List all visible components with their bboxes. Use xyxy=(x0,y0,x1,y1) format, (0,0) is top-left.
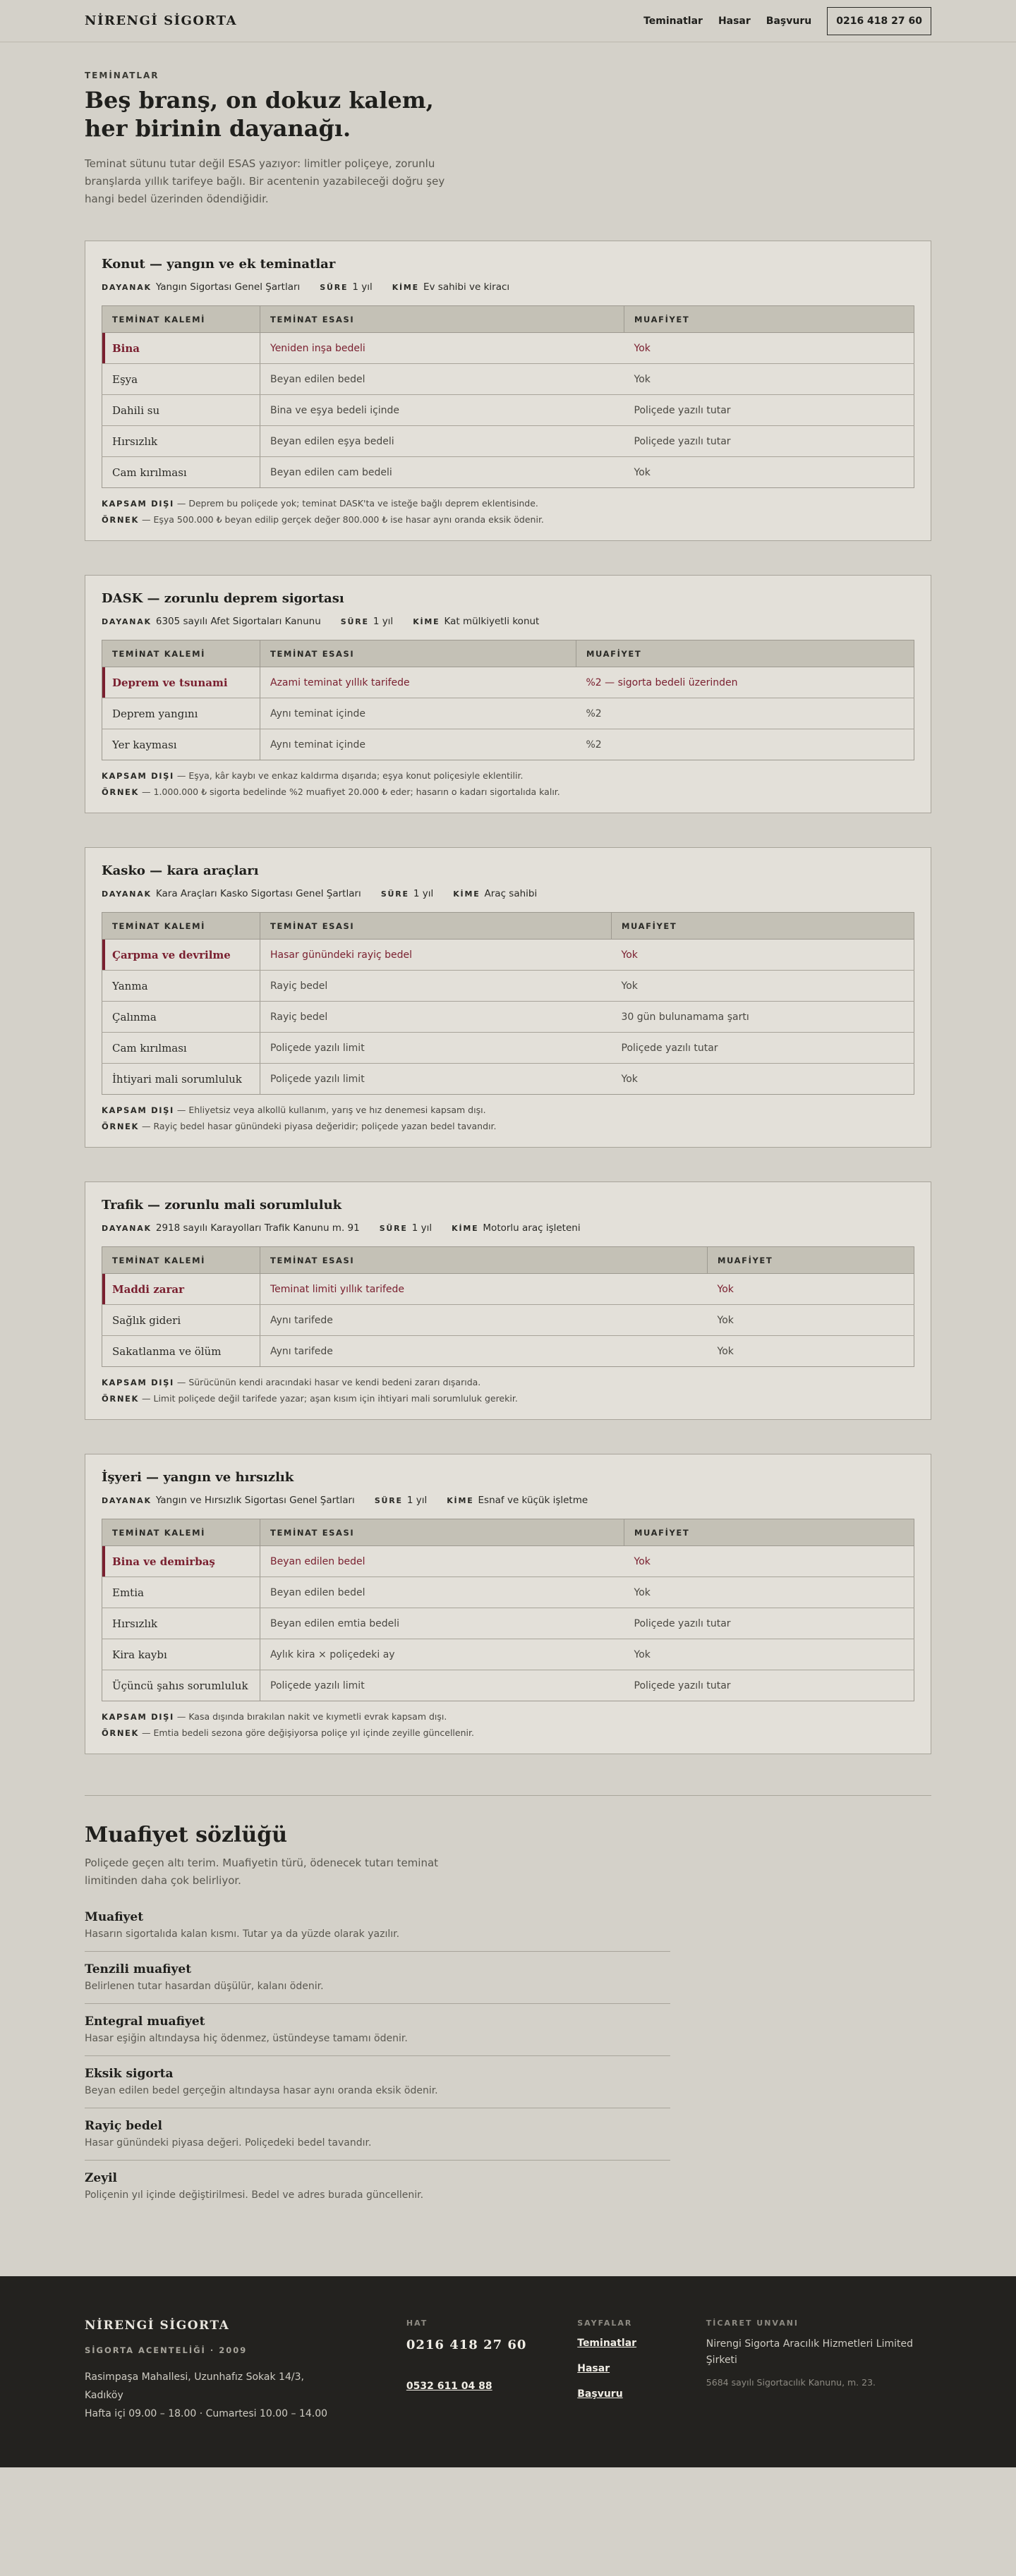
footer-hat-column xyxy=(406,2319,577,2467)
brand-logo[interactable]: NİRENGİ SİGORTA xyxy=(85,13,238,28)
col-header-muafiyet: MUAFİYET xyxy=(624,1519,914,1546)
cell-kalem: Üçüncü şahıs sorumluluk xyxy=(102,1670,260,1701)
cell-esas: Aynı teminat içinde xyxy=(260,698,576,729)
branch-title: Kasko — kara araçları xyxy=(102,863,259,878)
table-row xyxy=(102,426,914,457)
table-row xyxy=(102,1546,914,1577)
table-header-row xyxy=(102,913,914,940)
table-header-row xyxy=(102,1247,914,1274)
term-name: Zeyil xyxy=(85,2171,118,2185)
cell-kalem: Eşya xyxy=(102,364,260,395)
cell-esas: Yeniden inşa bedeli xyxy=(260,333,624,364)
table-row xyxy=(102,1577,914,1608)
branch-card xyxy=(85,575,931,813)
col-header-kalem: TEMİNAT KALEMİ xyxy=(102,1519,260,1546)
nav-link-teminatlar[interactable]: Teminatlar xyxy=(643,15,703,27)
glossary-term xyxy=(85,2108,670,2161)
cell-muafiyet: %2 xyxy=(586,739,602,751)
cell-esas: Poliçede yazılı limit xyxy=(270,1679,365,1691)
cell-muafiyet: Yok xyxy=(624,364,914,395)
cell-kalem: Yanma xyxy=(102,971,260,1002)
table-row xyxy=(102,971,914,1002)
cell-esas: Beyan edilen eşya bedeli xyxy=(260,426,624,457)
table-row xyxy=(102,1064,914,1095)
page-title-line1: Beş branş, on dokuz kalem, xyxy=(85,87,434,114)
glossary-terms xyxy=(85,1900,931,2212)
footer-subtitle: SİGORTA ACENTELİĞİ · 2009 xyxy=(85,2345,248,2355)
site-header xyxy=(0,0,1016,42)
section-eyebrow: TEMİNATLAR xyxy=(85,71,159,80)
cell-kalem: İhtiyari mali sorumluluk xyxy=(102,1064,260,1095)
note-ornek: ÖRNEK — Limit poliçede değil tarifede yazar; aşan kısım için ihtiyari mali sorumluluk gerekir. xyxy=(102,1393,518,1404)
meta-kime: KİME Motorlu araç işleteni xyxy=(452,1222,581,1234)
meta-dayanak: DAYANAK Yangın ve Hırsızlık Sigortası Genel Şartları xyxy=(102,1495,355,1506)
meta-sure: SÜRE 1 yıl xyxy=(380,888,434,899)
cell-kalem: Cam kırılması xyxy=(102,1033,260,1064)
footer-link-teminatlar[interactable]: Teminatlar xyxy=(577,2338,637,2349)
cell-esas: Aylık kira × poliçedeki ay xyxy=(260,1639,624,1670)
nav-link-basvuru[interactable]: Başvuru xyxy=(766,15,812,27)
note-kapsam-disi: KAPSAM DIŞI — Deprem bu poliçede yok; teminat DASK'ta ve isteğe bağlı deprem eklentisinde. xyxy=(102,498,538,509)
cell-esas: Hasar günündeki rayiç bedel xyxy=(260,940,612,971)
table-row xyxy=(102,698,914,729)
meta-dayanak: DAYANAK 6305 sayılı Afet Sigortaları Kanunu xyxy=(102,616,321,627)
coverage-table xyxy=(102,305,914,488)
glossary-section xyxy=(85,1795,931,2212)
table-row xyxy=(102,457,914,488)
cell-muafiyet: Yok xyxy=(624,1546,914,1577)
col-header-esas: TEMİNAT ESASI xyxy=(260,1519,624,1546)
cell-esas: Beyan edilen bedel xyxy=(260,1546,624,1577)
cell-muafiyet: Poliçede yazılı tutar xyxy=(612,1033,914,1064)
meta-dayanak: DAYANAK Yangın Sigortası Genel Şartları xyxy=(102,281,301,293)
main-content xyxy=(0,42,1016,2212)
section-divider xyxy=(85,1795,931,1796)
table-row xyxy=(102,1608,914,1639)
branch-card xyxy=(85,1181,931,1420)
branch-title: DASK — zorunlu deprem sigortası xyxy=(102,591,344,606)
cell-muafiyet: Yok xyxy=(708,1305,914,1336)
term-name: Entegral muafiyet xyxy=(85,2015,205,2029)
cell-kalem: Yer kayması xyxy=(102,729,260,760)
term-name: Muafiyet xyxy=(85,1910,144,1924)
footer-law-reference: 5684 sayılı Sigortacılık Kanunu, m. 23. xyxy=(706,2377,876,2388)
cell-muafiyet: Yok xyxy=(612,940,914,971)
cell-kalem: Deprem yangını xyxy=(102,698,260,729)
col-header-muafiyet: MUAFİYET xyxy=(576,640,914,667)
footer-brand: NİRENGİ SİGORTA xyxy=(85,2319,230,2333)
footer-pages-label: SAYFALAR xyxy=(577,2319,633,2328)
col-header-kalem: TEMİNAT KALEMİ xyxy=(102,1247,260,1274)
cell-kalem: Maddi zarar xyxy=(102,1274,260,1305)
glossary-term xyxy=(85,1952,670,2004)
page-title xyxy=(85,86,452,142)
cell-esas: Azami teminat yıllık tarifede xyxy=(260,667,576,698)
branch-card xyxy=(85,1454,931,1754)
cell-esas: Beyan edilen bedel xyxy=(260,364,624,395)
note-kapsam-disi: KAPSAM DIŞI — Ehliyetsiz veya alkollü kullanım, yarış ve hız denemesi kapsam dışı. xyxy=(102,1105,486,1115)
meta-kime: KİME Ev sahibi ve kiracı xyxy=(392,281,510,293)
table-row xyxy=(102,1670,914,1701)
intro-section xyxy=(85,42,931,208)
footer-phone[interactable]: 0216 418 27 60 xyxy=(406,2338,527,2352)
cell-esas: Poliçede yazılı limit xyxy=(260,1033,612,1064)
cell-kalem: Çarpma ve devrilme xyxy=(102,940,260,971)
table-row xyxy=(102,1002,914,1033)
col-header-esas: TEMİNAT ESASI xyxy=(260,1247,708,1274)
cell-kalem: Sağlık gideri xyxy=(102,1305,260,1336)
cell-muafiyet: %2 xyxy=(576,698,914,729)
branch-title: İşyeri — yangın ve hırsızlık xyxy=(102,1470,294,1485)
branch-meta xyxy=(102,1222,914,1234)
note-kapsam-disi: KAPSAM DIŞI — Sürücünün kendi aracındaki hasar ve kendi bedeni zararı dışarıda. xyxy=(102,1377,481,1387)
coverage-table xyxy=(102,640,914,760)
glossary-lead: Poliçede geçen altı terim. Muafiyetin türü, ödenecek tutarı teminat limitinden daha çok belirliyor. xyxy=(85,1857,439,1887)
table-row xyxy=(102,729,914,760)
footer-address xyxy=(85,2368,339,2423)
glossary-title: Muafiyet sözlüğü xyxy=(85,1823,288,1847)
cell-esas: Aynı tarifede xyxy=(260,1305,708,1336)
table-header-row xyxy=(102,1519,914,1546)
term-definition: Belirlenen tutar hasardan düşülür, kalanı ödenir. xyxy=(85,1981,324,1992)
cell-muafiyet: Yok xyxy=(612,971,914,1002)
term-definition: Hasar günündeki piyasa değeri. Poliçedeki bedel tavandır. xyxy=(85,2137,372,2149)
cell-muafiyet: Poliçede yazılı tutar xyxy=(624,395,914,426)
branch-card xyxy=(85,241,931,541)
footer-hat-label: HAT xyxy=(406,2319,428,2328)
cell-muafiyet: Yok xyxy=(624,1577,914,1608)
coverage-table xyxy=(102,1519,914,1701)
note-ornek: ÖRNEK — 1.000.000 ₺ sigorta bedelinde %2 muafiyet 20.000 ₺ eder; hasarın o kadarı sigortalıda kalır. xyxy=(102,786,560,797)
footer-pages-column xyxy=(577,2319,706,2467)
phone-button[interactable]: 0216 418 27 60 xyxy=(827,7,931,35)
col-header-esas: TEMİNAT ESASI xyxy=(260,640,576,667)
col-header-esas: TEMİNAT ESASI xyxy=(260,913,612,940)
term-name: Rayiç bedel xyxy=(85,2119,163,2133)
cell-esas: Poliçede yazılı limit xyxy=(270,1073,365,1085)
table-row xyxy=(102,1033,914,1064)
footer-legal-column xyxy=(706,2319,931,2467)
note-ornek: ÖRNEK — Rayiç bedel hasar günündeki piyasa değeridir; poliçede yazan bedel tavandır. xyxy=(102,1121,497,1131)
cell-muafiyet: Yok xyxy=(634,466,651,478)
table-header-row xyxy=(102,640,914,667)
table-header-row xyxy=(102,306,914,333)
branch-title: Konut — yangın ve ek teminatlar xyxy=(102,257,336,272)
cell-kalem: Deprem ve tsunami xyxy=(102,667,260,698)
coverage-table xyxy=(102,912,914,1095)
col-header-muafiyet: MUAFİYET xyxy=(708,1247,914,1274)
cell-esas: Beyan edilen emtia bedeli xyxy=(260,1608,624,1639)
table-row xyxy=(102,333,914,364)
note-kapsam-disi: KAPSAM DIŞI — Eşya, kâr kaybı ve enkaz kaldırma dışarıda; eşya konut poliçesiyle eklentilir. xyxy=(102,770,524,781)
cell-esas: Teminat limiti yıllık tarifede xyxy=(260,1274,708,1305)
nav-link-hasar[interactable]: Hasar xyxy=(718,15,751,27)
cell-esas: Beyan edilen cam bedeli xyxy=(270,466,392,478)
meta-sure: SÜRE 1 yıl xyxy=(374,1495,428,1506)
term-name: Tenzili muafiyet xyxy=(85,1962,192,1976)
meta-sure: SÜRE 1 yıl xyxy=(379,1222,433,1234)
note-ornek: ÖRNEK — Emtia bedeli sezona göre değişiyorsa poliçe yıl içinde zeyille güncellenir. xyxy=(102,1727,474,1738)
branch-title: Trafik — zorunlu mali sorumluluk xyxy=(102,1198,342,1213)
cell-esas: Aynı teminat içinde xyxy=(270,739,365,751)
meta-dayanak: DAYANAK Kara Araçları Kasko Sigortası Genel Şartları xyxy=(102,888,361,899)
cell-esas: Bina ve eşya bedeli içinde xyxy=(260,395,624,426)
table-row xyxy=(102,1639,914,1670)
branch-card xyxy=(85,847,931,1148)
meta-kime: KİME Araç sahibi xyxy=(453,888,538,899)
footer-address-line: Rasimpaşa Mahallesi, Uzunhafız Sokak 14/3, Kadıköy xyxy=(85,2371,304,2401)
cell-muafiyet: Poliçede yazılı tutar xyxy=(634,1679,731,1691)
cell-esas: Rayiç bedel xyxy=(260,971,612,1002)
cell-muafiyet: Poliçede yazılı tutar xyxy=(624,426,914,457)
note-ornek: ÖRNEK — Eşya 500.000 ₺ beyan edilip gerçek değer 800.000 ₺ ise hasar aynı oranda eksik ödenir. xyxy=(102,514,544,525)
branch-meta xyxy=(102,616,914,627)
cell-esas: Rayiç bedel xyxy=(260,1002,612,1033)
table-row xyxy=(102,1274,914,1305)
cell-muafiyet: Yok xyxy=(624,1639,914,1670)
col-header-esas: TEMİNAT ESASI xyxy=(260,306,624,333)
term-definition: Beyan edilen bedel gerçeğin altındaysa hasar aynı oranda eksik ödenir. xyxy=(85,2085,438,2096)
footer-mobile[interactable]: 0532 611 04 88 xyxy=(406,2381,492,2392)
cell-kalem: Emtia xyxy=(102,1577,260,1608)
site-footer xyxy=(0,2276,1016,2467)
footer-hours: Hafta içi 09.00 – 18.00 · Cumartesi 10.00 – 14.00 xyxy=(85,2408,328,2419)
cell-muafiyet: Yok xyxy=(717,1345,734,1357)
table-row xyxy=(102,1336,914,1367)
table-row xyxy=(102,395,914,426)
cell-kalem: Çalınma xyxy=(102,1002,260,1033)
cell-muafiyet: 30 gün bulunamama şartı xyxy=(612,1002,914,1033)
branch-list xyxy=(85,241,931,1754)
meta-kime: KİME Kat mülkiyetli konut xyxy=(413,616,540,627)
page-title-line2: her birinin dayanağı. xyxy=(85,115,351,142)
meta-kime: KİME Esnaf ve küçük işletme xyxy=(447,1495,588,1506)
cell-muafiyet: Yok xyxy=(624,333,914,364)
col-header-muafiyet: MUAFİYET xyxy=(612,913,914,940)
cell-kalem: Hırsızlık xyxy=(102,426,260,457)
meta-dayanak: DAYANAK 2918 sayılı Karayolları Trafik Kanunu m. 91 xyxy=(102,1222,360,1234)
cell-muafiyet: %2 — sigorta bedeli üzerinden xyxy=(576,667,914,698)
meta-sure: SÜRE 1 yıl xyxy=(320,281,373,293)
cell-esas: Beyan edilen bedel xyxy=(260,1577,624,1608)
cell-kalem: Sakatlanma ve ölüm xyxy=(102,1336,260,1367)
col-header-muafiyet: MUAFİYET xyxy=(624,306,914,333)
cell-muafiyet: Poliçede yazılı tutar xyxy=(624,1608,914,1639)
cell-kalem: Hırsızlık xyxy=(102,1608,260,1639)
term-definition: Poliçenin yıl içinde değiştirilmesi. Bedel ve adres burada güncellenir. xyxy=(85,2189,424,2201)
glossary-term xyxy=(85,2161,670,2212)
cell-esas: Aynı tarifede xyxy=(270,1345,333,1357)
cell-kalem: Cam kırılması xyxy=(102,457,260,488)
branch-meta xyxy=(102,1495,914,1506)
glossary-term xyxy=(85,1900,670,1952)
glossary-term xyxy=(85,2004,670,2056)
branch-meta xyxy=(102,888,914,899)
footer-legal-label: TİCARET UNVANI xyxy=(706,2319,799,2328)
footer-link-hasar[interactable]: Hasar xyxy=(577,2363,610,2374)
footer-link-basvuru[interactable]: Başvuru xyxy=(577,2388,623,2400)
glossary-term xyxy=(85,2056,670,2108)
intro-lead: Teminat sütunu tutar değil ESAS yazıyor: limitler poliçeye, zorunlu branşlarda yıllık tarifeye bağlı. Bir acentenin yazabileceği doğru şey hangi bedel üzerinden ödendiğidir. xyxy=(85,157,445,205)
term-name: Eksik sigorta xyxy=(85,2067,174,2081)
cell-kalem: Dahili su xyxy=(102,395,260,426)
cell-muafiyet: Yok xyxy=(708,1274,914,1305)
table-row xyxy=(102,940,914,971)
term-definition: Hasarın sigortalıda kalan kısmı. Tutar ya da yüzde olarak yazılır. xyxy=(85,1928,400,1940)
cell-kalem: Bina xyxy=(102,333,260,364)
coverage-table xyxy=(102,1246,914,1367)
col-header-kalem: TEMİNAT KALEMİ xyxy=(102,913,260,940)
meta-sure: SÜRE 1 yıl xyxy=(340,616,394,627)
footer-company-name: Nirengi Sigorta Aracılık Hizmetleri Limited Şirketi xyxy=(706,2338,913,2366)
term-definition: Hasar eşiğin altındaysa hiç ödenmez, üstündeyse tamamı ödenir. xyxy=(85,2033,408,2044)
table-row xyxy=(102,667,914,698)
col-header-kalem: TEMİNAT KALEMİ xyxy=(102,306,260,333)
table-row xyxy=(102,1305,914,1336)
cell-kalem: Kira kaybı xyxy=(102,1639,260,1670)
cell-muafiyet: Yok xyxy=(621,1073,638,1085)
col-header-kalem: TEMİNAT KALEMİ xyxy=(102,640,260,667)
note-kapsam-disi: KAPSAM DIŞI — Kasa dışında bırakılan nakit ve kıymetli evrak kapsam dışı. xyxy=(102,1711,447,1722)
cell-kalem: Bina ve demirbaş xyxy=(102,1546,260,1577)
footer-brand-block xyxy=(85,2319,406,2467)
main-nav xyxy=(643,7,931,35)
branch-meta xyxy=(102,281,914,293)
table-row xyxy=(102,364,914,395)
